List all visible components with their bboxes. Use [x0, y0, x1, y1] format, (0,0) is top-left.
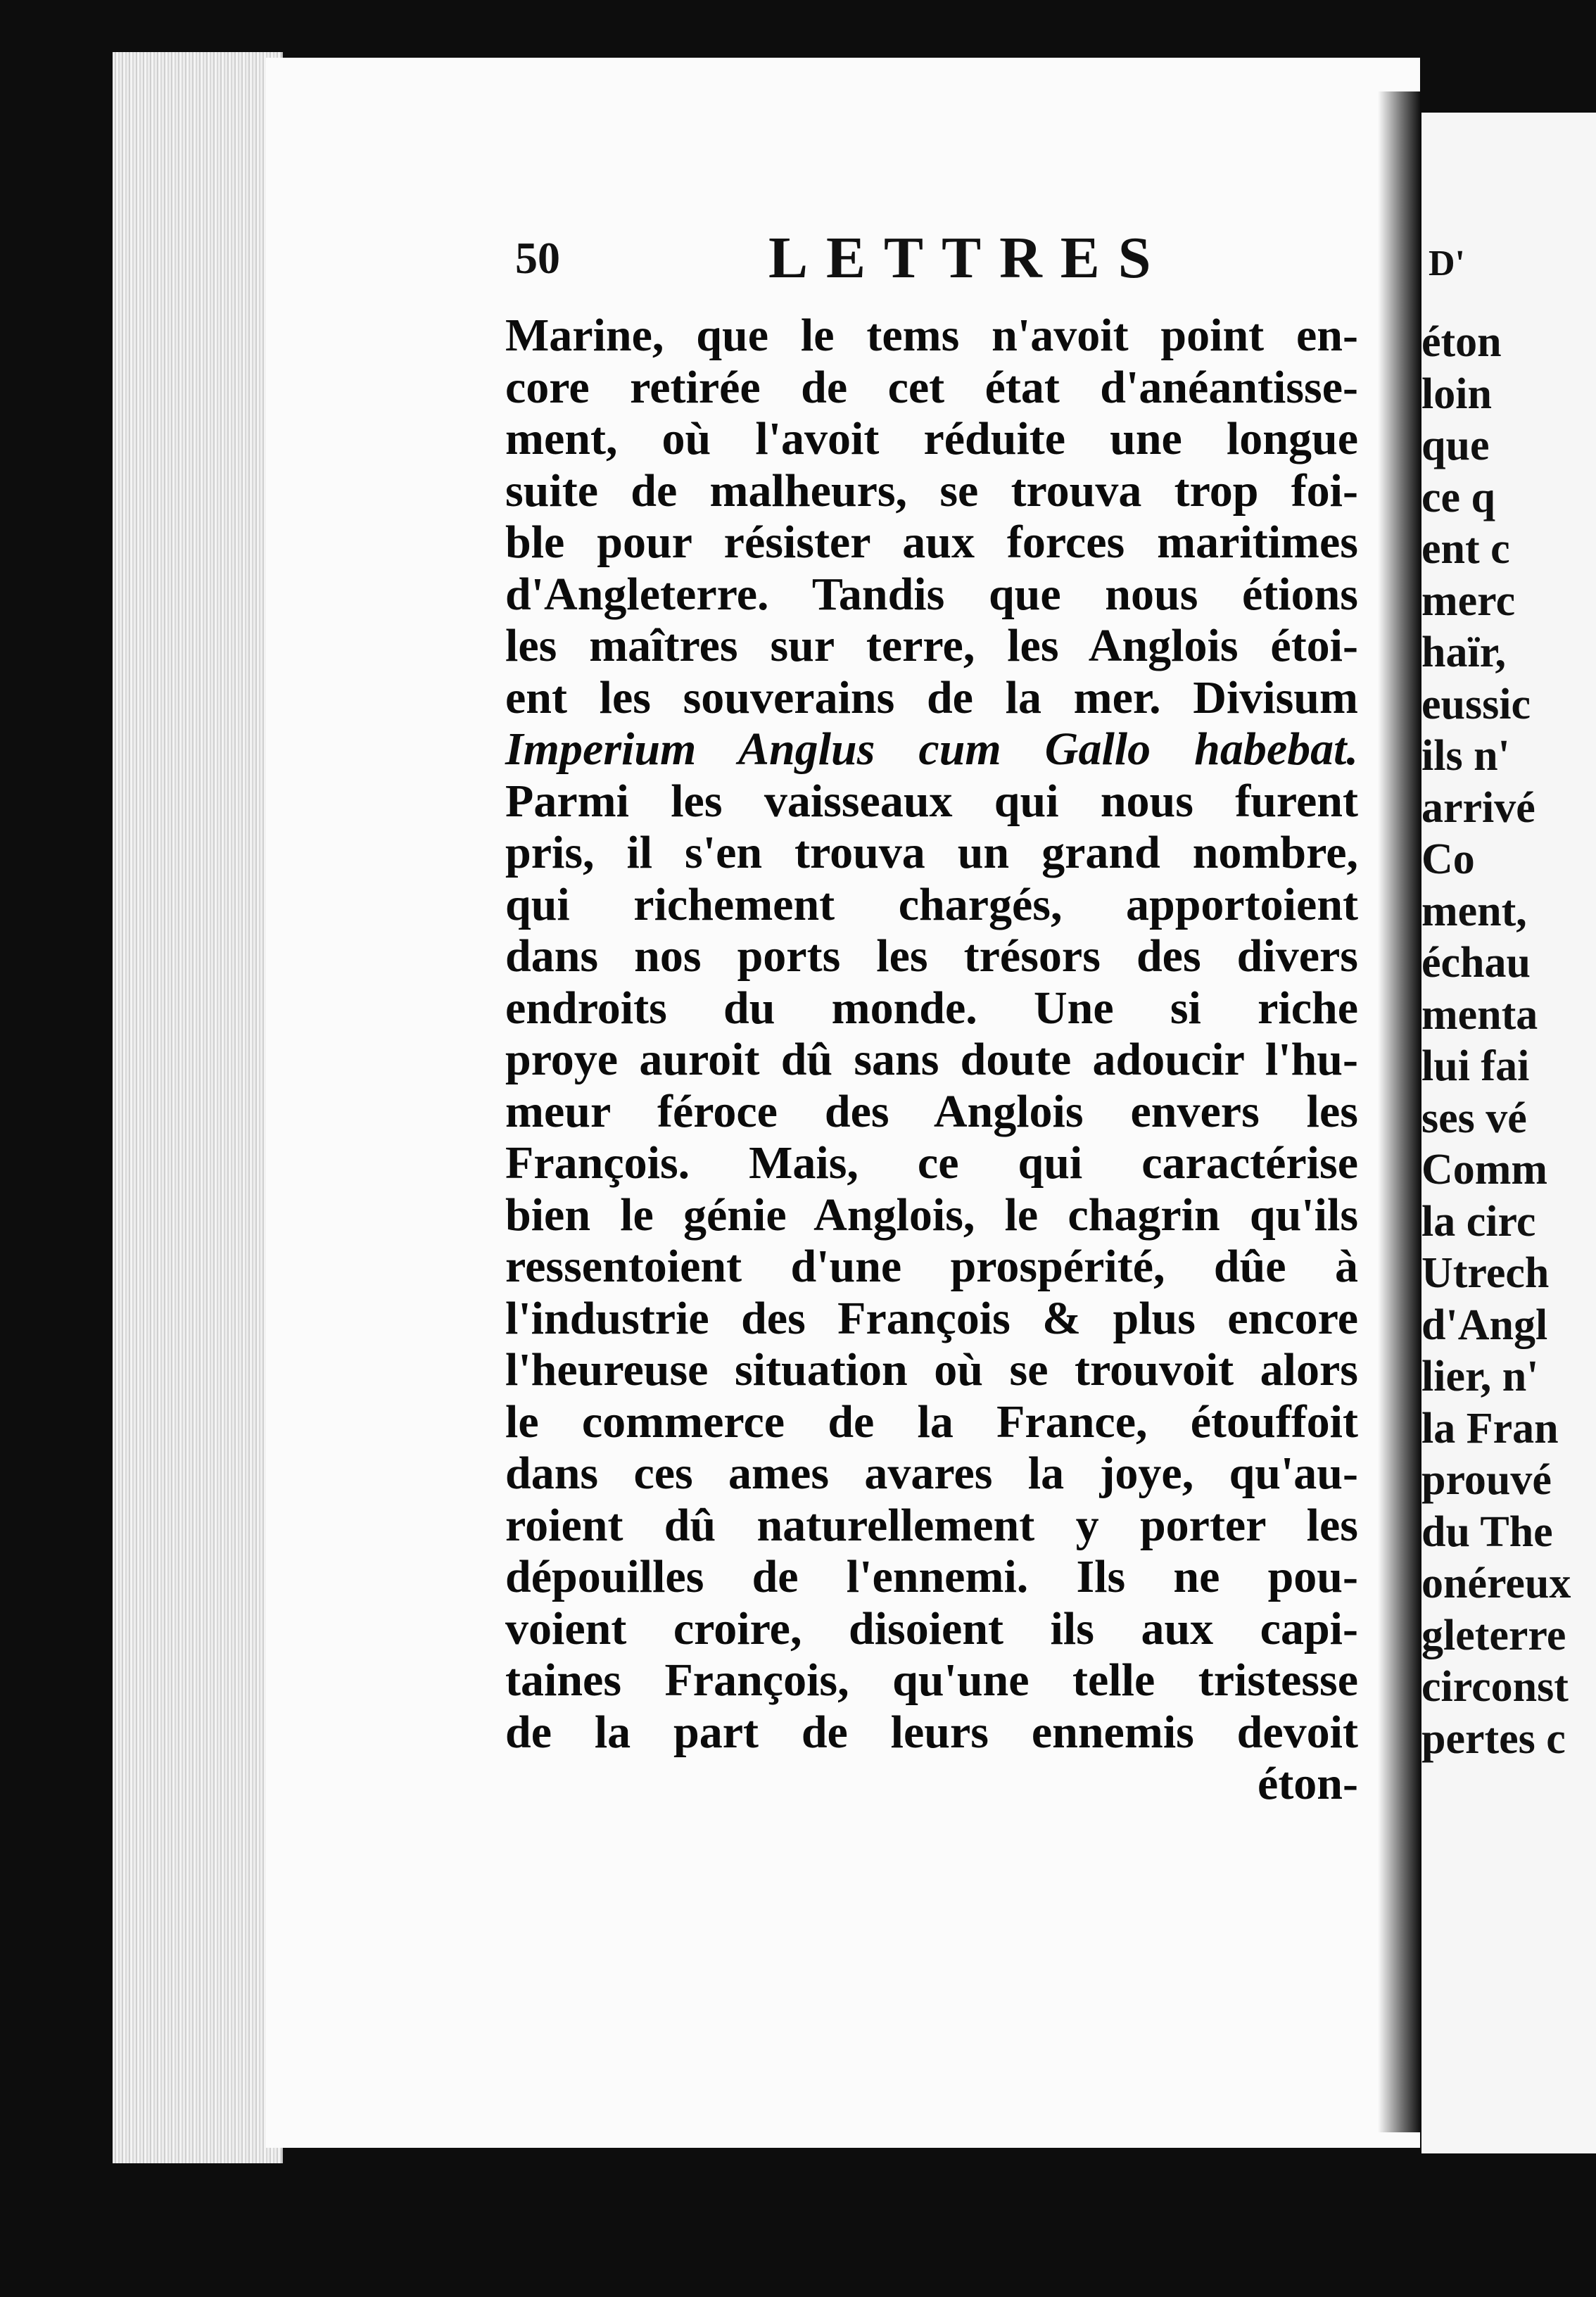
right-text-line: eussic: [1421, 680, 1531, 728]
right-text-line: du The: [1421, 1507, 1553, 1556]
page-number: 50: [515, 233, 560, 283]
body-text: [505, 310, 1358, 1810]
text-line: meur féroce des Anglois envers les: [505, 1085, 1358, 1137]
text-line: l'heureuse situation où se trouvoit alors: [505, 1344, 1358, 1396]
right-text-line: ce q: [1421, 473, 1496, 521]
text-line: ent les souverains de la mer. Divisum: [505, 671, 1358, 723]
text-line: bien le génie Anglois, le chagrin qu'ils: [505, 1189, 1358, 1241]
right-text-line: d'Angl: [1421, 1301, 1548, 1349]
text-line: core retirée de cet état d'anéantisse-: [505, 361, 1358, 413]
running-head: LETTRES: [768, 225, 1170, 291]
text-line: de la part de leurs ennemis devoit: [505, 1706, 1358, 1758]
text-line: ment, où l'avoit réduite une longue: [505, 413, 1358, 464]
catchword: éton-: [1258, 1758, 1358, 1809]
right-text-line: la Fran: [1421, 1404, 1559, 1453]
text-line: François. Mais, ce qui caractérise: [505, 1137, 1358, 1189]
right-text-line: lui fai: [1421, 1042, 1530, 1090]
right-text-line: Co: [1421, 835, 1475, 883]
text-line: Imperium Anglus cum Gallo habebat.: [505, 723, 1358, 775]
text-line: roient dû naturellement y porter les: [505, 1499, 1358, 1551]
text-line: dans nos ports les trésors des divers: [505, 930, 1358, 982]
right-text-line: onéreux: [1421, 1559, 1571, 1607]
text-line: Parmi les vaisseaux qui nous furent: [505, 775, 1358, 827]
right-text-line: la circ: [1421, 1197, 1536, 1246]
right-text-line: haïr,: [1421, 628, 1507, 676]
text-line: dépouilles de l'ennemi. Ils ne pou-: [505, 1551, 1358, 1602]
right-text-line: ils n': [1421, 732, 1510, 780]
right-page-text: [1421, 317, 1596, 1765]
right-text-line: menta: [1421, 990, 1538, 1039]
text-line: d'Angleterre. Tandis que nous étions: [505, 568, 1358, 620]
text-line: Marine, que le tems n'avoit point en-: [505, 310, 1358, 361]
text-line: pris, il s'en trouva un grand nombre,: [505, 827, 1358, 878]
right-text-line: que: [1421, 422, 1490, 469]
text-line: endroits du monde. Une si riche: [505, 982, 1358, 1034]
right-text-line: merc: [1421, 576, 1516, 625]
right-text-line: ment,: [1421, 887, 1527, 935]
right-text-line: Utrech: [1421, 1249, 1550, 1297]
text-line: proye auroit dû sans doute adoucir l'hu-: [505, 1034, 1358, 1085]
right-text-line: éton: [1421, 318, 1502, 366]
text-line: qui richement chargés, apportoient: [505, 878, 1358, 930]
text-line: le commerce de la France, étouffoit: [505, 1396, 1358, 1448]
text-line: taines François, qu'une telle tristesse: [505, 1654, 1358, 1706]
right-text-line: ent c: [1421, 525, 1510, 573]
text-line: suite de malheurs, se trouva trop foi-: [505, 464, 1358, 517]
right-text-line: Comm: [1421, 1146, 1548, 1194]
text-line: ble pour résister aux forces maritimes: [505, 517, 1358, 568]
text-line: ressentoient d'une prospérité, dûe à: [505, 1241, 1358, 1292]
right-text-line: circonst: [1421, 1663, 1569, 1711]
text-line: les maîtres sur terre, les Anglois étoi-: [505, 620, 1358, 671]
right-text-line: échau: [1421, 939, 1531, 987]
text-line: dans ces ames avares la joye, qu'au-: [505, 1448, 1358, 1499]
right-text-line: pertes c: [1421, 1714, 1566, 1763]
right-text-line: gleterre: [1421, 1611, 1566, 1659]
right-text-line: ses vé: [1421, 1094, 1527, 1142]
right-text-line: loin: [1421, 369, 1492, 418]
page-header: [515, 224, 1331, 301]
right-text-line: arrivé: [1421, 783, 1535, 832]
right-page: [1421, 113, 1596, 2153]
text-line: voient croire, disoient ils aux capi-: [505, 1602, 1358, 1654]
book-gutter: [1378, 91, 1420, 2132]
right-running-head: D': [1429, 243, 1465, 284]
right-text-line: prouvé: [1421, 1456, 1552, 1504]
right-text-line: lier, n': [1421, 1353, 1539, 1400]
text-line: l'industrie des François & plus encore: [505, 1292, 1358, 1344]
page-edge-stack: [113, 52, 281, 2163]
